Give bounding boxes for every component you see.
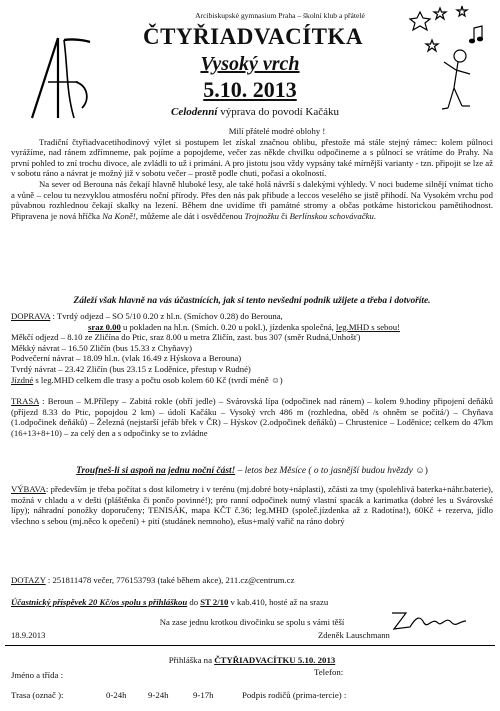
intro-paragraph-1: Tradiční čtyřiadvacetihodinový výlet si postupem let získal značnou oblibu, přestože má stále stejný rámec: kolem půlnoci vyrážíme, nad ránem zdřímneme, pak pojíme a popojdeme, večer zas někde chvilku odpočineme a s půlnocí se vrátíme do Prahy. Na první pohled to zní trochu divoce, ale zvládli to už i primáni. A pro jistotu jsou vždy vypsány také mírnější varianty - tzn. připojit se lze až v sobotu ráno a návrat je možný již v sobotu večer – prostě podle chuti, počasí a okolností. [11, 136, 493, 179]
route-label: Trasa (označ ): [11, 690, 64, 700]
intro-paragraph-2: Na sever od Berouna nás čekají hlavně hluboké lesy, ale také holá návrší s dalekými výhledy. V noci budeme silnějí vnímat ticho a vůně – celou tu nezvyklou atmosféru noční přírody. Přes den nás pak přibude a leccos veselého se jistě přihodí. Na Vysokém vrchu pod půvabnou rozhlednou čekají skalky na lezení. Během dne uvidíme tři památné stromy a občas potkáme historickou pamětihodnost. Připravena je nová hříčka Na Koně!, můžeme ale dát i osvědčenou Trojnožku či Berlínskou schovávačku. [11, 178, 493, 221]
school-header: Arcibiskupské gymnasium Praha – školní klub a přátelé [195, 11, 365, 20]
parent-signature-label: Podpis rodičů (prima-tercie) : [242, 690, 347, 700]
doprava-line-2: sraz 0.00 u pokladen na hl.n. (Smích. 0.20 u pokl.), jízdenka společná, leg.MHD s sebou! [88, 321, 400, 332]
sign-date: 18.9.2013 [11, 630, 46, 640]
signature-scribble [388, 609, 468, 633]
prispevek-line: Účastnický příspěvek 20 Kč/os spolu s přihláškou do ST 2/10 v kab.410, hosté až na srazu [11, 597, 329, 607]
doprava-line-1: DOPRAVA : Tvrdý odjezd – SO 5/10 0.20 z hl.n. (Smíchov 0.28) do Berouna, [11, 311, 283, 321]
school-logo [18, 30, 98, 125]
phone-label: Telefon: [314, 667, 344, 677]
greeting: Milí přátelé modré oblohy ! [228, 126, 326, 136]
event-title: ČTYŘIADVACÍTKA [143, 24, 363, 49]
route-option-0-24h[interactable]: 0-24h [106, 690, 127, 700]
route-option-9-24h[interactable]: 9-24h [148, 690, 169, 700]
event-date: 5.10. 2013 [203, 77, 297, 102]
signer-name: Zdeněk Lauschmann [318, 630, 390, 640]
closing-line: Na zase jednu krotkou divočinku se spolu s vámi těší [159, 617, 345, 627]
dotazy-line: DOTAZY : 251811478 večer, 776153793 (také během akce), 211.cz@centrum.cz [11, 575, 295, 585]
trip-kind: Celodenní výprava do povodí Kačáku [170, 106, 340, 118]
night-line: Troufneš-li si aspoň na jednu noční část! – letos bez Měsíce ( o to jasnější budou hvězdy ☺) [76, 466, 428, 476]
vybava-section: VÝBAVA: především je třeba počítat s dost kilometry i v terénu (mj.dobré boty+náplasti), zčásti za tmy (spolehlivá baterka+náhr.baterie), možná v chladu a v dešti (pláštěnka či pončo povinné!); pro ranní odpočinek nutný vlastní spacák a karimatka (dobré les u Svárovské lípy); náhradní ponožky doporučeny; TENISÁK, mapa KČT č.36; leg.MHD (společ.jízdenka až z Radotína!), 60Kč + rezerva, jídlo všechno s sebou (mj.něco k opečení) + pití (studánek nemnoho), ešus+malý vařič na ráno dobrý [11, 484, 493, 526]
smiley-icon: ☺ [415, 466, 425, 476]
doprava-line-6: Tvrdý návrat – 23.42 Zličín (bus 23.15 z Loděnice, přestup v Rudné) [11, 363, 251, 374]
event-subtitle: Vysoký vrch [200, 53, 300, 75]
doprava-section [11, 311, 493, 385]
form-divider [5, 645, 495, 646]
emphasis-line: Záleží však hlavně na vás účastnících, jak si tento nevšední podnik užijete a třeba i dotvoříte. [73, 296, 431, 306]
intro-section [11, 126, 493, 221]
form-title: Přihláška na ČTYŘIADVACÍTKU 5.10. 2013 [168, 655, 336, 665]
trasa-section: TRASA : Beroun – M.Přílepy – Zabitá rokle (obří jedle) – Svárovská lípa (odpočinek nad ránem) – kolem 9.hodiny připojení deňáků (příjezd 8.33 do Ptic, popojdou 2 km) – údolí Kačáku – Vysoký vrch 486 m (rozhledna, oběd /s ohněm se počítá/) – Chyňava (1.odpočinek deňáků) – Železná (nejstarší jeřáb břek v ČR) – Hýskov (2.odpočinek deňáků) – Chrustenice – Loděnice; celkem do 47km (16+13+8+10) – za celý den a s odpočinky se to zvládne [11, 396, 493, 438]
doprava-line-3: Měkčí odjezd – 8.10 ze Zličína do Ptic, sraz 8.00 u metra Zličín, zast. bus 307 (směr Rudná,Unhošť) [11, 332, 361, 343]
doprava-line-4: Měkký návrat – 16.50 Zličín (bus 15.33 z Chyňavy) [11, 342, 192, 353]
smiley-icon: ☺ [270, 374, 280, 385]
name-label: Jméno a třída : [11, 670, 64, 680]
doprava-line-5: Podvečerní návrat – 18.09 hl.n. (vlak 16.49 z Hýskova a Berouna) [11, 353, 242, 364]
doprava-line-7: Jízdné s leg.MHD celkem dle trasy a počtu osob kolem 60 Kč (tvrdí méně ☺) [11, 374, 283, 385]
route-option-9-17h[interactable]: 9-17h [193, 690, 214, 700]
